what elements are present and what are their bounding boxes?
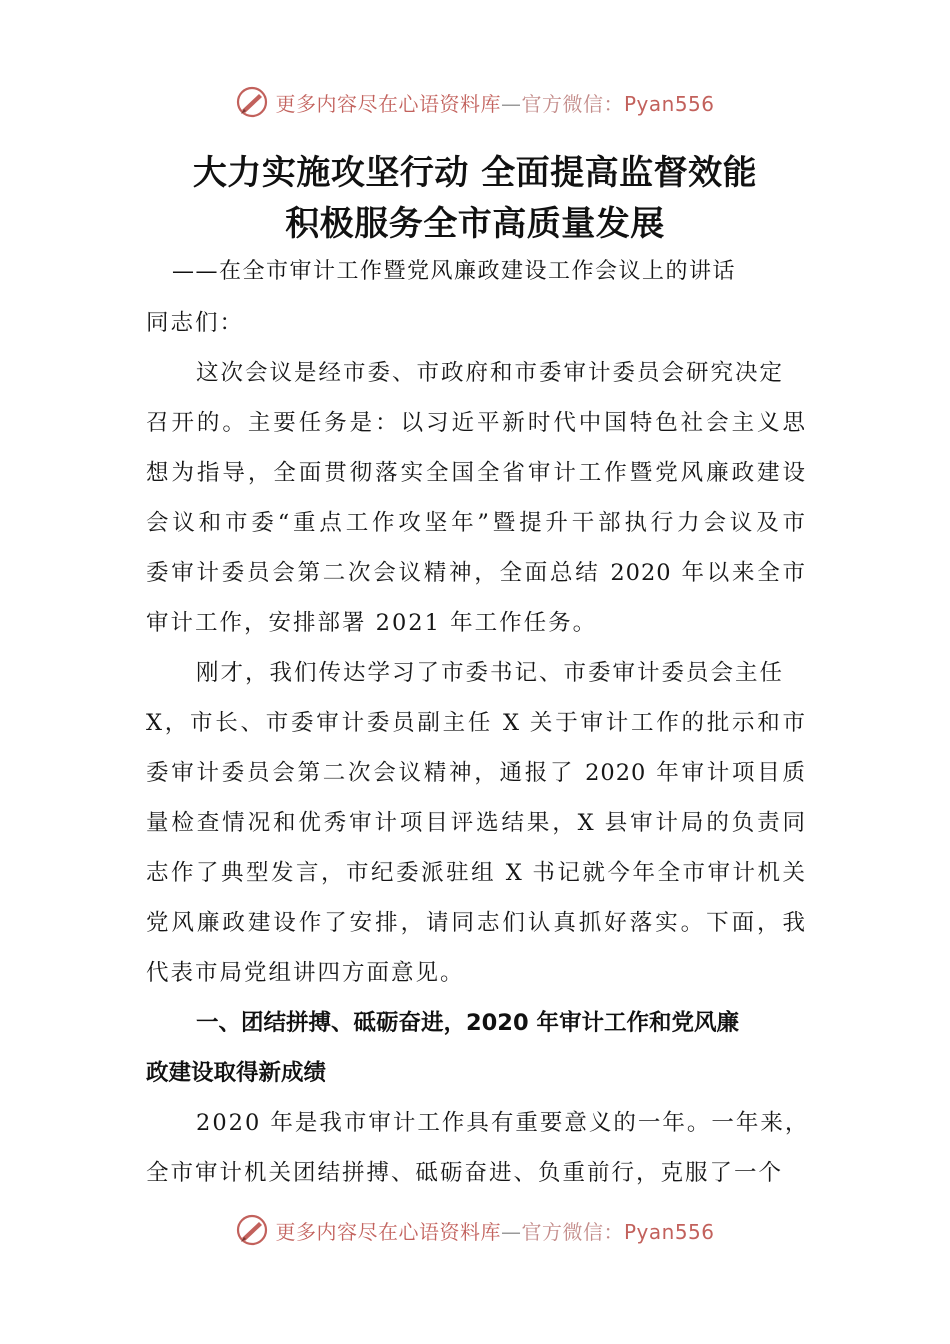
para2-line: 刚才，我们传达学习了市委书记、市委审计委员会主任 bbox=[196, 660, 785, 686]
para2-line: 委审计委员会第二次会议精神，通报了 2020 年审计项目质 bbox=[146, 760, 806, 786]
para3-line: 2020 年是我市审计工作具有重要意义的一年。一年来， bbox=[196, 1110, 810, 1136]
para2-line: 代表市局党组讲四方面意见。 bbox=[146, 960, 465, 986]
para1-line: 想为指导，全面贯彻落实全国全省审计工作暨党风廉政建设 bbox=[146, 460, 806, 486]
doc-title-line1: 大力实施攻坚行动 全面提高监督效能 bbox=[192, 153, 758, 193]
doc-title-line2: 积极服务全市高质量发展 bbox=[285, 204, 665, 244]
salutation: 同志们： bbox=[146, 310, 245, 336]
para1-line: 召开的。主要任务是：以习近平新时代中国特色社会主义思 bbox=[146, 410, 806, 436]
top-banner bbox=[0, 82, 950, 122]
para3-line: 全市审计机关团结拼搏、砥砺奋进、负重前行，克服了一个 bbox=[146, 1160, 784, 1186]
para1-line: 会议和市委“重点工作攻坚年”暨提升干部执行力会议及市 bbox=[146, 510, 806, 536]
banner-dash: — bbox=[500, 91, 522, 116]
para2-line: 党风廉政建设作了安排，请同志们认真抓好落实。下面，我 bbox=[146, 910, 806, 936]
para2-line: 量检查情况和优秀审计项目评选结果，X 县审计局的负责同 bbox=[146, 810, 806, 836]
banner-wechat-id: Pyan556 bbox=[623, 1219, 715, 1244]
para1-line: 审计工作，安排部署 2021 年工作任务。 bbox=[146, 610, 598, 636]
bottom-banner bbox=[0, 1210, 950, 1250]
banner-wechat-label: 官方微信： bbox=[521, 91, 624, 116]
para1-line: 委审计委员会第二次会议精神，全面总结 2020 年以来全市 bbox=[146, 560, 806, 586]
banner-main-text: 更多内容尽在心语资料库 bbox=[275, 1219, 501, 1244]
para2-line: X，市长、市委审计委员副主任 X 关于审计工作的批示和市 bbox=[146, 710, 806, 736]
para1-line: 这次会议是经市委、市政府和市委审计委员会研究决定 bbox=[196, 360, 785, 386]
section-heading: 政建设取得新成绩 bbox=[146, 1060, 327, 1086]
doc-subtitle: ——在全市审计工作暨党风廉政建设工作会议上的讲话 bbox=[172, 259, 737, 284]
para2-line: 志作了典型发言，市纪委派驻组 X 书记就今年全市审计机关 bbox=[146, 860, 806, 886]
banner-dash: — bbox=[500, 1219, 522, 1244]
pen-logo-icon bbox=[235, 85, 269, 119]
banner-wechat-label: 官方微信： bbox=[521, 1219, 624, 1244]
section-heading: 一、团结拼搏、砥砺奋进，2020 年审计工作和党风廉 bbox=[196, 1010, 739, 1036]
banner-main-text: 更多内容尽在心语资料库 bbox=[275, 91, 501, 116]
pen-logo-icon bbox=[235, 1213, 269, 1247]
banner-wechat-id: Pyan556 bbox=[623, 91, 715, 116]
